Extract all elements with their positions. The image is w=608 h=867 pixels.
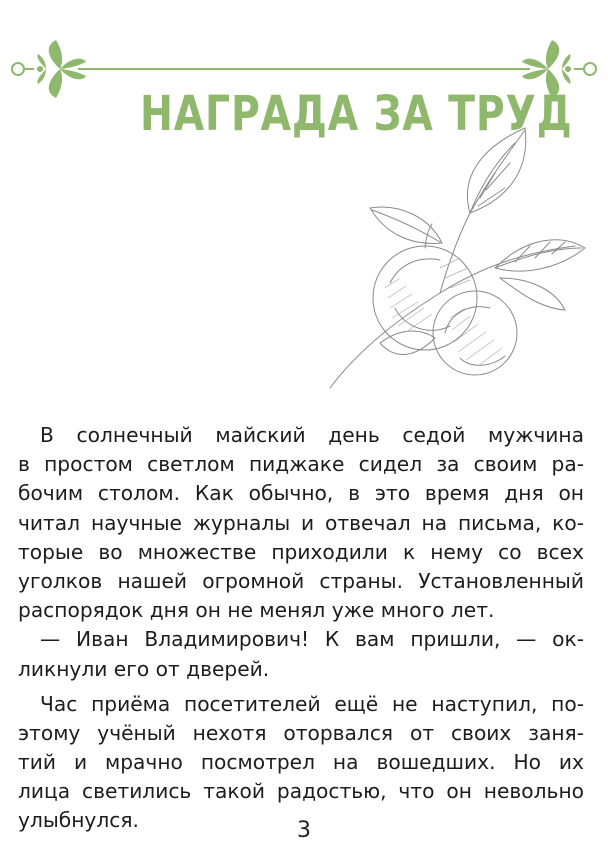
page-number: 3 <box>297 818 311 843</box>
text-line: в простом светлом пиджаке сидел за своим ра- <box>18 452 584 477</box>
paragraph <box>18 690 584 836</box>
text-line: этому учёный нехотя оторвался от своих заня- <box>18 720 584 745</box>
text-line: — Иван Владимирович! К вам пришли, — ок- <box>40 627 584 652</box>
story-text <box>18 421 584 836</box>
text-line: Час приёма посетителей ещё не наступил, по- <box>40 691 584 716</box>
text-line: улыбнулся. <box>18 808 139 833</box>
text-line: уголков нашей огромной страны. Установленный <box>18 568 584 593</box>
page-title: НАГРАДА ЗА ТРУД <box>140 86 573 142</box>
apple-branch-illustration <box>320 118 590 398</box>
text-line: лица светились такой радостью, что он невольно <box>18 779 584 804</box>
text-line: торые во множестве приходили к нему со всех <box>18 539 584 564</box>
text-line: ликнули его от дверей. <box>18 656 270 681</box>
text-line: В солнечный майский день седой мужчина <box>40 423 584 447</box>
text-line: бочим столом. Как обычно, в это время дня он <box>18 481 584 506</box>
text-line: тий и мрачно посмотрел на вошедших. Но их <box>18 750 584 775</box>
paragraph <box>18 625 584 683</box>
paragraph <box>18 421 584 625</box>
text-line: распорядок дня он не менял уже много лет. <box>18 598 495 623</box>
text-line: читал научные журналы и отвечал на письма, ко- <box>18 510 584 535</box>
